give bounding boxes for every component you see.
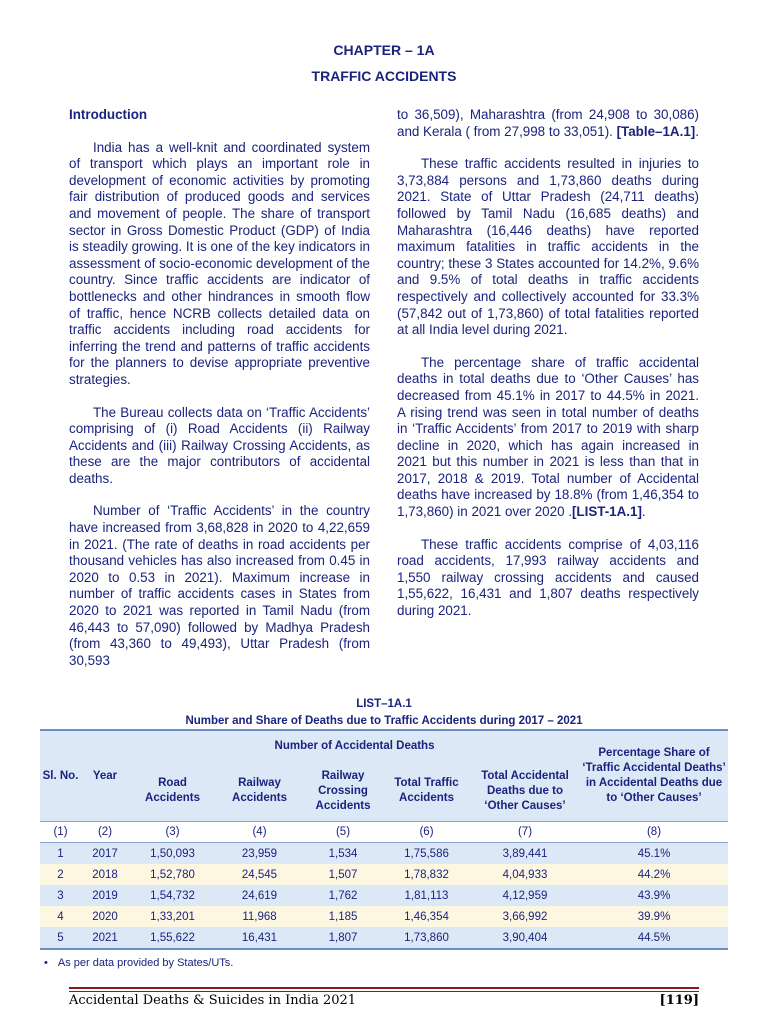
list-title: Number and Share of Deaths due to Traffic Accidents during 2017 – 2021 [185, 715, 583, 727]
cell-road: 1,52,780 [129, 864, 216, 885]
index-cell: (7) [470, 822, 580, 843]
cell-total-other: 4,04,933 [470, 864, 580, 885]
cell-share: 39.9% [580, 906, 728, 927]
table-reference: [Table–1A.1] [616, 123, 696, 139]
cell-total-traffic: 1,46,354 [383, 906, 470, 927]
paragraph [397, 107, 699, 140]
paragraph: The Bureau collects data on ‘Traffic Accidents’ comprising of (i) Road Accidents (ii) Railway Accidents and (iii) Railway Crossing Accidents, as these are the major contributors of accidental deaths. [69, 404, 370, 486]
cell-year: 2020 [81, 906, 129, 927]
header-share: Percentage Share of ‘Traffic Accidental Deaths’ in Accidental Deaths due to ‘Other Causes’ [580, 730, 728, 822]
paragraph: These traffic accidents resulted in injuries to 3,73,884 persons and 1,73,860 deaths during 2021. State of Uttar Pradesh (24,711 deaths) followed by Tamil Nadu (16,685 deaths) and Maharashtra (16,446 deaths) have reported maximum fatalities in traffic accidents in the country; these 3 States accounted for 14.2%, 9.6% and 9.5% of total deaths in traffic accidents respectively and collectively accounted for 33.3% (57,842 out of 1,73,860) of total fatalities reported at all India level during 2021. [397, 156, 699, 338]
cell-share: 44.5% [580, 927, 728, 949]
table-row [40, 906, 728, 927]
header-road: Road Accidents [129, 761, 216, 822]
list-label: LIST–1A.1 [356, 698, 412, 710]
index-cell: (4) [216, 822, 303, 843]
cell-year: 2019 [81, 885, 129, 906]
cell-railway: 11,968 [216, 906, 303, 927]
cell-total-other: 4,12,959 [470, 885, 580, 906]
left-column [69, 107, 370, 685]
cell-crossing: 1,185 [303, 906, 383, 927]
cell-sl: 1 [40, 843, 81, 865]
cell-year: 2021 [81, 927, 129, 949]
cell-total-other: 3,90,404 [470, 927, 580, 949]
page-title: TRAFFIC ACCIDENTS [311, 68, 457, 84]
cell-road: 1,33,201 [129, 906, 216, 927]
footer-rule [69, 991, 699, 992]
index-cell: (5) [303, 822, 383, 843]
index-cell: (2) [81, 822, 129, 843]
cell-sl: 3 [40, 885, 81, 906]
cell-sl: 4 [40, 906, 81, 927]
table-row [40, 885, 728, 906]
cell-railway: 16,431 [216, 927, 303, 949]
paragraph: India has a well-knit and coordinated system of transport which plays an important role in development of economic activities by promoting fair distribution of produced goods and services and movement of people. The share of transport sector in Gross Domestic Product (GDP) of India is steadily growing. It is one of the key indicators in assessment of socio-economic development of the country. Since traffic accidents are indicator of bottlenecks and other hindrances in smooth flow of traffic, hence NCRB collects detailed data on traffic accidents including road accidents for inferring the trend and patterns of traffic accidents for the planners to devise appropriate preventive strategies. [69, 139, 370, 387]
cell-road: 1,54,732 [129, 885, 216, 906]
cell-share: 44.2% [580, 864, 728, 885]
bullet-icon: • [44, 957, 48, 969]
cell-year: 2017 [81, 843, 129, 865]
cell-road: 1,50,093 [129, 843, 216, 865]
cell-total-traffic: 1,81,113 [383, 885, 470, 906]
cell-share: 43.9% [580, 885, 728, 906]
header-total-other: Total Accidental Deaths due to ‘Other Causes’ [470, 761, 580, 822]
index-cell: (3) [129, 822, 216, 843]
cell-crossing: 1,534 [303, 843, 383, 865]
header-sl-no: Sl. No. [40, 730, 81, 822]
cell-year: 2018 [81, 864, 129, 885]
cell-sl: 5 [40, 927, 81, 949]
footnote-text: As per data provided by States/UTs. [57, 957, 234, 969]
list-caption [40, 696, 728, 730]
footer-publication: Accidental Deaths & Suicides in India 2021 [69, 993, 357, 1008]
index-row [40, 822, 728, 843]
cell-share: 45.1% [580, 843, 728, 865]
footer-rule [69, 987, 699, 989]
right-column [397, 107, 699, 636]
cell-crossing: 1,762 [303, 885, 383, 906]
cell-total-other: 3,66,992 [470, 906, 580, 927]
cell-road: 1,55,622 [129, 927, 216, 949]
paragraph-text: The percentage share of traffic accidental deaths in total deaths due to ‘Other Causes’ has decreased from 45.1% in 2017 to 44.5% in 2021. A rising trend was seen in total number of deaths in ‘Traffic Accidents’ from 2017 to 2019 with sharp decline in 2020, which has again increased in 2021 but this number in 2021 is less than that in 2017, 2018 & 2019. Total number of Accidental deaths have increased by 18.8% (from 1,46,354 to 1,73,860) in 2021 over 2020 . [397, 354, 699, 520]
header-crossing: Railway Crossing Accidents [303, 761, 383, 822]
punctuation: . [641, 504, 646, 520]
section-heading: Introduction [69, 107, 148, 122]
paragraph: Number of ‘Traffic Accidents’ in the country have increased from 3,68,828 in 2020 to 4,22,659 in 2021. (The rate of deaths in road accidents per thousand vehicles has also increased from 0.45 in 2020 to 0.53 in 2021). Maximum increase in number of traffic accidents cases in States from 2020 to 2021 was reported in Tamil Nadu (from 46,443 to 57,090) followed by Madhya Pradesh (from 43,360 to 49,493), Uttar Pradesh (from 30,593 [69, 503, 370, 668]
header-railway: Railway Accidents [216, 761, 303, 822]
footnote [44, 957, 233, 969]
cell-crossing: 1,507 [303, 864, 383, 885]
header-group: Number of Accidental Deaths [129, 730, 580, 761]
cell-sl: 2 [40, 864, 81, 885]
punctuation: . [695, 123, 699, 139]
index-cell: (1) [40, 822, 81, 843]
cell-railway: 23,959 [216, 843, 303, 865]
table-row [40, 843, 728, 865]
table-row [40, 927, 728, 949]
paragraph-text: to 36,509), Maharashtra (from 24,908 to 30,086) and Kerala ( from 27,998 to 33,051). [397, 107, 699, 139]
header-year: Year [81, 730, 129, 822]
list-reference: [LIST-1A.1] [571, 504, 642, 520]
table-row [40, 864, 728, 885]
cell-total-traffic: 1,78,832 [383, 864, 470, 885]
header-total-traffic: Total Traffic Accidents [383, 761, 470, 822]
index-cell: (6) [383, 822, 470, 843]
deaths-table [40, 729, 728, 950]
cell-total-other: 3,89,441 [470, 843, 580, 865]
cell-total-traffic: 1,73,860 [383, 927, 470, 949]
cell-crossing: 1,807 [303, 927, 383, 949]
cell-railway: 24,619 [216, 885, 303, 906]
page-number: [119] [659, 993, 699, 1008]
paragraph: These traffic accidents comprise of 4,03,116 road accidents, 17,993 railway accidents and 1,550 railway crossing accidents and caused 1,55,622, 16,431 and 1,807 deaths respectively during 2021. [397, 536, 699, 619]
cell-total-traffic: 1,75,586 [383, 843, 470, 865]
cell-railway: 24,545 [216, 864, 303, 885]
index-cell: (8) [580, 822, 728, 843]
paragraph [397, 355, 699, 521]
chapter-heading: CHAPTER – 1A [333, 42, 435, 58]
